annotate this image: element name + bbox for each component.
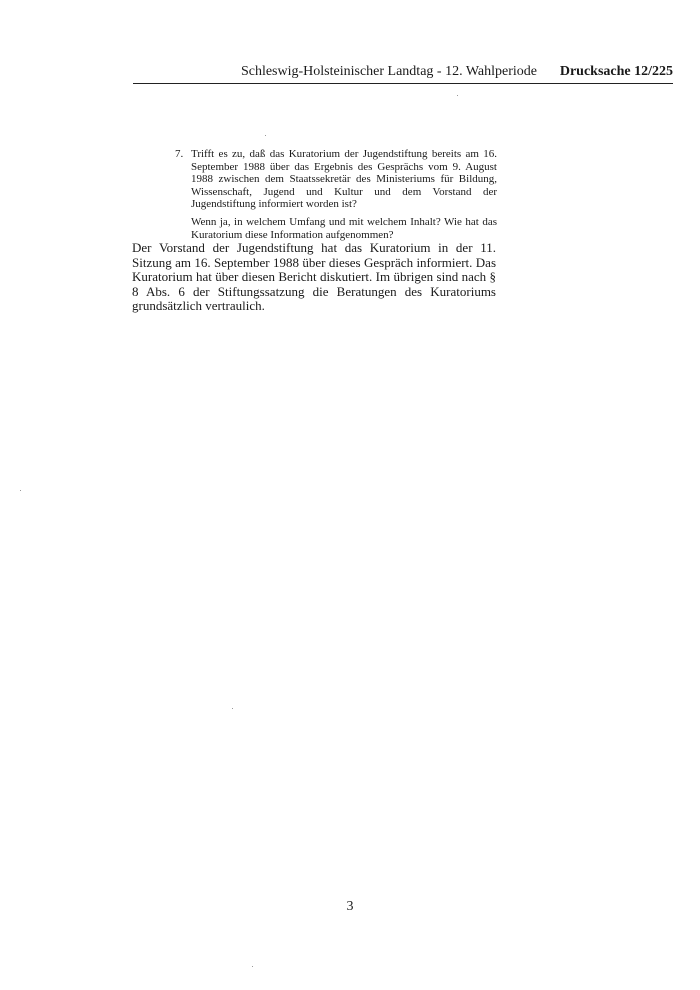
page-number: 3	[346, 899, 354, 914]
header-rule	[133, 83, 673, 84]
scan-speck	[232, 708, 233, 709]
question-number: 7.	[175, 148, 184, 160]
question-block	[175, 148, 497, 241]
scan-speck	[252, 966, 253, 967]
scan-speck	[265, 135, 266, 136]
question-followup: Wenn ja, in welchem Umfang und mit welchem Inhalt? Wie hat das Kuratorium diese Information aufgenommen?	[191, 215, 497, 241]
answer-paragraph: Der Vorstand der Jugendstiftung hat das Kuratorium in der 11. Sitzung am 16. September 1988 über dieses Gespräch informiert. Das Kuratorium hat über diesen Bericht diskutiert. Im übrigen sind nach § 8 Abs. 6 der Stiftungssatzung die Beratungen des Kuratoriums grundsätzlich vertraulich.	[132, 240, 496, 314]
document-reference: Drucksache 12/225	[559, 64, 673, 79]
scan-speck	[457, 95, 458, 96]
question-paragraph: Trifft es zu, daß das Kuratorium der Jugendstiftung bereits am 16. September 1988 über das Ergebnis des Gesprächs vom 9. August 1988 zwischen dem Staatssekretär des Ministeriums für Bildung, Wissenschaft, Jugend und Kultur und dem Vorstand der Jugendstiftung informiert worden ist?	[191, 148, 497, 211]
page-header	[133, 64, 673, 84]
question-body	[191, 148, 497, 241]
header-title: Schleswig-Holsteinischer Landtag - 12. Wahlperiode	[240, 64, 537, 79]
scan-speck	[20, 490, 21, 491]
